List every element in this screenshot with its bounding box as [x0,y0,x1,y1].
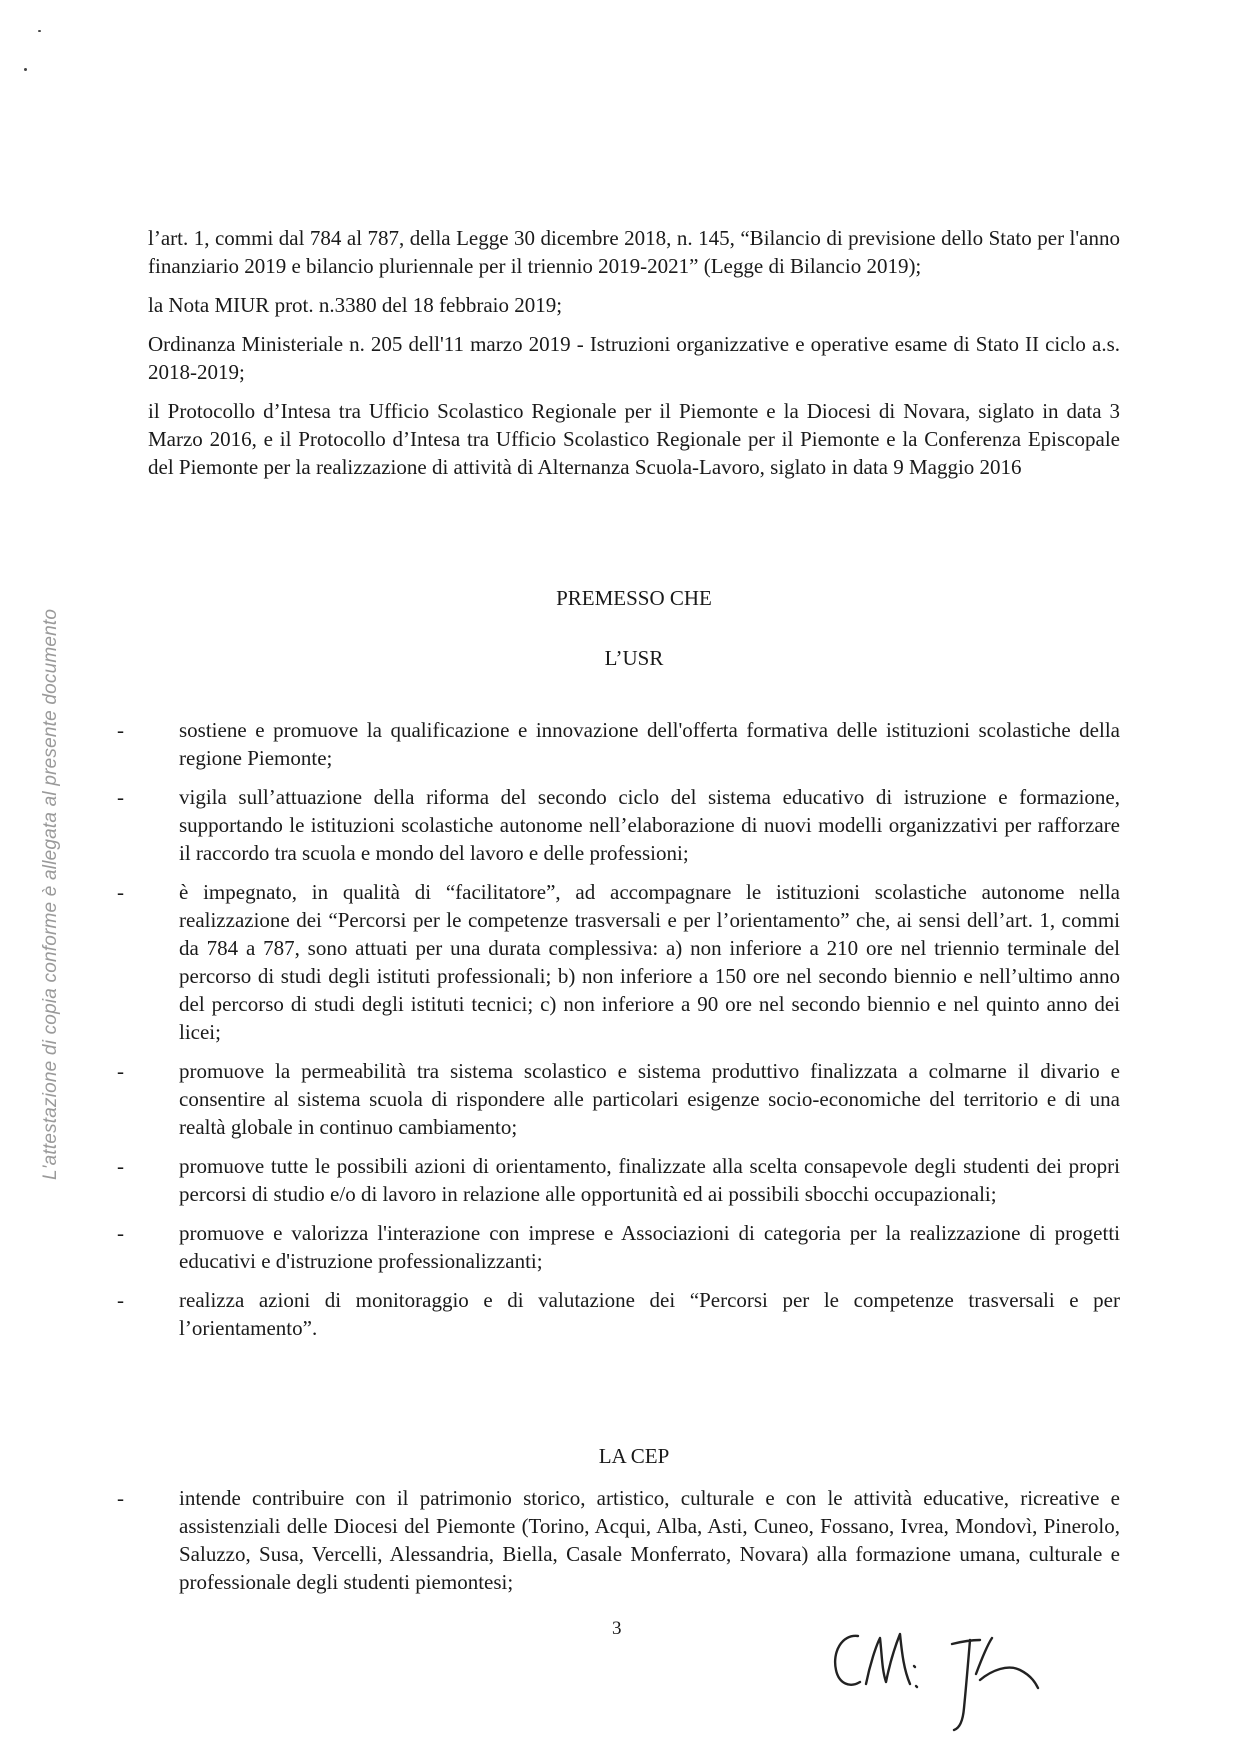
premise-paragraph: l’art. 1, commi dal 784 al 787, della Legge 30 dicembre 2018, n. 145, “Bilancio di previsione dello Stato per l'anno finanziario 2019 e bilancio pluriennale per il triennio 2019-2021” (Legge di Bilancio 2019); [148,226,1120,278]
premises-block [148,224,1120,481]
list-item [117,783,1120,867]
list-item [117,878,1120,1046]
copy-attestation-stamp: L'attestazione di copia conforme è allegata al presente documento [40,608,61,1180]
bullet-dash: - [117,1154,124,1178]
list-item [117,1152,1120,1208]
page-number: 3 [612,1618,622,1639]
list-item-text: promuove e valorizza l'interazione con imprese e Associazioni di categoria per la realizzazione di progetti educativi e d'istruzione professionalizzanti; [179,1221,1120,1273]
heading-premesso-che: PREMESSO CHE [556,586,712,610]
bullet-dash: - [117,1288,124,1312]
bullet-dash: - [117,880,124,904]
list-item-text: sostiene e promuove la qualificazione e innovazione dell'offerta formativa delle istituzioni scolastiche della regione Piemonte; [179,718,1120,770]
list-item-text: vigila sull’attuazione della riforma del secondo ciclo del sistema educativo di istruzione e formazione, supportando le istituzioni scolastiche autonome nell’elaborazione di nuovi modelli organizzativi per rafforzare il raccordo tra scuola e mondo del lavoro e delle professioni; [179,785,1120,865]
bullet-dash: - [117,1059,124,1083]
list-item [117,1219,1120,1275]
list-item-text: promuove tutte le possibili azioni di orientamento, finalizzate alla scelta consapevole degli studenti dei propri percorsi di studio e/o di lavoro in relazione alle opportunità ed ai possibili sbocchi occupazionali; [179,1154,1120,1206]
list-item [117,1286,1120,1342]
list-item-text: realizza azioni di monitoraggio e di valutazione dei “Percorsi per le competenze trasversali e per l’orientamento”. [179,1288,1120,1340]
list-item-text: intende contribuire con il patrimonio storico, artistico, culturale e con le attività educative, ricreative e assistenziali delle Diocesi del Piemonte (Torino, Acqui, Alba, Asti, Cuneo, Fossano, Ivrea, Mondovì, Pinerolo, Saluzzo, Susa, Vercelli, Alessandria, Biella, Casale Monferrato, Novara) alla formazione umana, culturale e professionale degli studenti piemontesi; [179,1486,1120,1594]
bullet-dash: - [117,718,124,742]
handwritten-signature [820,1604,1050,1739]
list-item [117,716,1120,772]
premise-paragraph: Ordinanza Ministeriale n. 205 dell'11 marzo 2019 - Istruzioni organizzative e operative esame di Stato II ciclo a.s. 2018-2019; [148,332,1120,384]
list-item [117,1057,1120,1141]
premise-paragraph: la Nota MIUR prot. n.3380 del 18 febbraio 2019; [148,293,563,317]
heading-la-cep: LA CEP [598,1444,670,1468]
bullet-dash: - [117,1486,124,1510]
list-item-text: promuove la permeabilità tra sistema scolastico e sistema produttivo finalizzata a colmarne il divario e consentire al sistema scuola di rispondere alle particolari esigenze socio-economiche del territorio e di una realtà globale in continuo cambiamento; [179,1059,1120,1139]
cep-list-block [117,1484,1120,1596]
list-item-text: è impegnato, in qualità di “facilitatore”, ad accompagnare le istituzioni scolastiche autonome nella realizzazione dei “Percorsi per le competenze trasversali e per l’orientamento” che, ai sensi dell’art. 1, commi da 784 a 787, sono attuati per una durata complessiva: a) non inferiore a 210 ore nel triennio terminale del percorso di studi degli istituti professionali; b) non inferiore a 150 ore nel secondo biennio e nell’ultimo anno del percorso di studi degli istituti tecnici; c) non inferiore a 90 ore nel secondo biennio e nel quinto anno dei licei; [179,880,1120,1044]
premise-paragraph: il Protocollo d’Intesa tra Ufficio Scolastico Regionale per il Piemonte e la Diocesi di Novara, siglato in data 3 Marzo 2016, e il Protocollo d’Intesa tra Ufficio Scolastico Regionale per il Piemonte e la Conferenza Episcopale del Piemonte per la realizzazione di attività di Alternanza Scuola-Lavoro, siglato in data 9 Maggio 2016 [148,399,1120,479]
bullet-dash: - [117,1221,124,1245]
usr-list-block [117,716,1120,1342]
scan-speck [38,30,41,32]
heading-usr: L’USR [604,646,664,670]
scan-speck [24,68,27,71]
usr-list [117,716,1120,1342]
cep-list [117,1484,1120,1596]
list-item [117,1484,1120,1596]
bullet-dash: - [117,785,124,809]
